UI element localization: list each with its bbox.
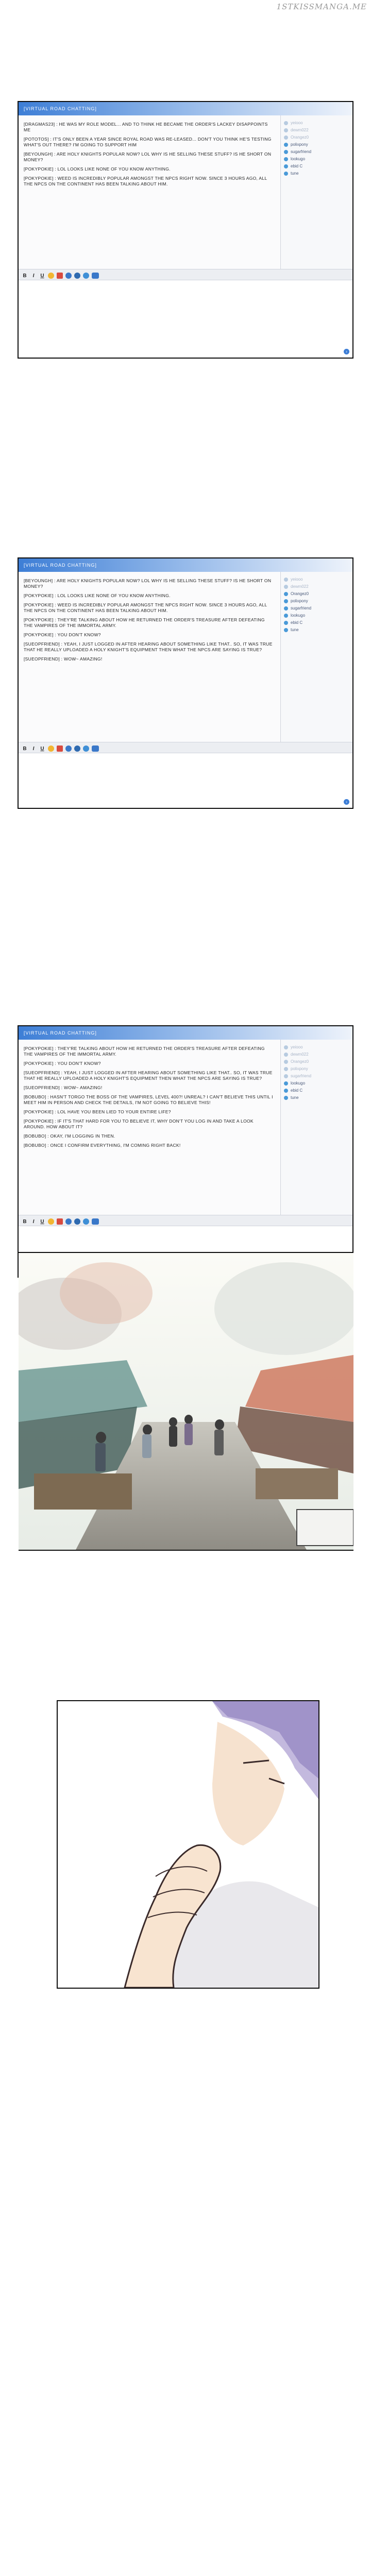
chat-message: [POKYPOKIE] : WEED IS INCREDIBLY POPULAR AMONGST THE NPCS RIGHT NOW. SINCE 3 HOURS AGO, ALL THE NPCS ON THE CONTINENT HAS BEEN TALKING ABOUT HIM. xyxy=(24,176,267,187)
user-list-item[interactable]: yeiooo xyxy=(284,1044,349,1051)
chat-bubble-icon[interactable] xyxy=(92,745,99,752)
send-icon[interactable]: › xyxy=(344,349,349,354)
message-input[interactable] xyxy=(19,753,352,808)
chat-bubble-icon[interactable] xyxy=(92,1218,99,1225)
globe-icon[interactable] xyxy=(65,273,72,279)
message-list[interactable] xyxy=(19,1040,280,1215)
chat-message: [BOBUBO] : ONCE I CONFIRM EVERYTHING, I'M COMING RIGHT BACK! xyxy=(24,1143,181,1148)
user-list-item[interactable]: ebid C xyxy=(284,1087,349,1094)
online-status-icon xyxy=(284,592,288,596)
online-status-icon xyxy=(284,585,288,589)
bold-button[interactable]: B xyxy=(23,1218,27,1225)
settings-icon[interactable] xyxy=(83,273,89,279)
chat-window-2 xyxy=(18,557,353,809)
color-picker-icon[interactable] xyxy=(57,1218,63,1225)
user-list-item[interactable]: polixpony xyxy=(284,141,349,148)
chat-message: [POKYPOKIE] : YOU DON'T KNOW? xyxy=(24,632,101,637)
chat-message: [DRAGMAS23] : HE WAS MY ROLE MODEL... AND TO THINK HE BECAME THE ORDER'S LACKEY DISAPPOINTS ME xyxy=(24,122,268,132)
user-list-item[interactable]: tune xyxy=(284,170,349,177)
online-status-icon xyxy=(284,1060,288,1064)
chat-message: [SUEOPFRIEND] : WOW~ AMAZING! xyxy=(24,656,103,662)
chat-message: [SUEOPFRIEND] : YEAH, I JUST LOGGED IN AFTER HEARING ABOUT SOMETHING LIKE THAT.. SO, IT WAS TRUE THAT HE REALLY UPLOADED A HOLY KNIGHT'S EQUIPMENT THEN WHAT THE NPCS ARE SAYING IS TRUE? xyxy=(24,1070,273,1081)
online-status-icon xyxy=(284,121,288,125)
online-status-icon xyxy=(284,1081,288,1086)
chat-title: [VIRTUAL ROAD CHATTING] xyxy=(24,1030,97,1036)
color-picker-icon[interactable] xyxy=(57,273,63,279)
user-list-item[interactable]: lookugo xyxy=(284,156,349,163)
online-status-icon xyxy=(284,143,288,147)
online-status-icon xyxy=(284,172,288,176)
chat-message: [POKYPOKIE] : WEED IS INCREDIBLY POPULAR AMONGST THE NPCS RIGHT NOW. SINCE 3 HOURS AGO, ALL THE NPCS ON THE CONTINENT HAS BEEN TALKING ABOUT HIM. xyxy=(24,602,267,613)
user-list-item[interactable]: yeiooo xyxy=(284,120,349,127)
online-status-icon xyxy=(284,621,288,625)
user-list-item[interactable]: dewm022 xyxy=(284,127,349,134)
bold-button[interactable]: B xyxy=(23,745,27,752)
user-list-item[interactable]: ebid C xyxy=(284,619,349,626)
online-status-icon xyxy=(284,157,288,161)
emoticon-icon[interactable] xyxy=(48,1218,54,1225)
user-list-item[interactable]: tune xyxy=(284,626,349,634)
user-list-item[interactable]: sugarfriend xyxy=(284,605,349,612)
bold-button[interactable]: B xyxy=(23,273,27,279)
chat-window-3 xyxy=(18,1025,353,1278)
online-status-icon xyxy=(284,128,288,132)
market-street-panel xyxy=(19,1252,353,1551)
image-icon[interactable] xyxy=(74,1218,80,1225)
chat-message: [POTOTOS] : IT'S ONLY BEEN A YEAR SINCE ROYAL ROAD WAS RE-LEASED... DON'T YOU THINK HE'S TESTING WHAT'S OUT THERE? I'M GOING TO SUPPORT HIM xyxy=(24,137,272,147)
chat-title-bar xyxy=(19,1026,352,1040)
italic-button[interactable]: I xyxy=(32,273,35,279)
online-status-icon xyxy=(284,1089,288,1093)
chat-message: [BOBUBO] : HASN'T TORGO THE BOSS OF THE VAMPIRES, LEVEL 400?! UNREAL? I CAN'T BELIEVE THIS UNTIL I MEET HIM IN PERSON AND CHECK THE DETAILS, I'M NOT GOING TO BELIEVE THIS! xyxy=(24,1094,273,1105)
user-list-item[interactable]: sugarfriend xyxy=(284,1073,349,1080)
settings-icon[interactable] xyxy=(83,1218,89,1225)
chat-message: [POKYPOKIE] : LOL LOOKS LIKE NONE OF YOU KNOW ANYTHING. xyxy=(24,593,171,598)
user-list-item[interactable]: Orangez0 xyxy=(284,590,349,598)
globe-icon[interactable] xyxy=(65,745,72,752)
underline-button[interactable]: U xyxy=(40,1218,44,1225)
underline-button[interactable]: U xyxy=(40,273,44,279)
message-list[interactable] xyxy=(19,572,280,742)
chat-message: [BOBUBO] : OKAY, I'M LOGGING IN THEN. xyxy=(24,1133,115,1139)
settings-icon[interactable] xyxy=(83,745,89,752)
online-status-icon xyxy=(284,164,288,168)
chat-window-1 xyxy=(18,101,353,359)
message-input[interactable] xyxy=(19,280,352,358)
send-icon[interactable]: › xyxy=(344,799,349,805)
user-list-item[interactable]: dewm022 xyxy=(284,583,349,590)
emoticon-icon[interactable] xyxy=(48,745,54,752)
market-street-illustration xyxy=(19,1252,353,1551)
user-list-item[interactable]: tune xyxy=(284,1094,349,1101)
color-picker-icon[interactable] xyxy=(57,745,63,752)
user-list xyxy=(280,1040,352,1215)
emoticon-icon[interactable] xyxy=(48,273,54,279)
italic-button[interactable]: I xyxy=(32,745,35,752)
online-status-icon xyxy=(284,1045,288,1049)
chat-bubble-icon[interactable] xyxy=(92,273,99,279)
user-list-item[interactable]: sugarfriend xyxy=(284,148,349,156)
globe-icon[interactable] xyxy=(65,1218,72,1225)
user-list-item[interactable]: lookugo xyxy=(284,1080,349,1087)
underline-button[interactable]: U xyxy=(40,745,44,752)
online-status-icon xyxy=(284,628,288,632)
chat-message: [BEYOUNGH] : ARE HOLY KNIGHTS POPULAR NOW? LOL WHY IS HE SELLING THESE STUFF? IS HE SHORT ON MONEY? xyxy=(24,578,272,589)
chat-title-bar xyxy=(19,558,352,572)
user-list-item[interactable]: ebid C xyxy=(284,163,349,170)
user-list-item[interactable]: Orangez0 xyxy=(284,134,349,141)
user-list xyxy=(280,115,352,269)
online-status-icon xyxy=(284,1096,288,1100)
chat-message: [SUEOPFRIEND] : WOW~ AMAZING! xyxy=(24,1085,103,1090)
chat-message: [BEYOUNGH] : ARE HOLY KNIGHTS POPULAR NOW? LOL WHY IS HE SELLING THESE STUFF? IS HE SHORT ON MONEY? xyxy=(24,151,272,162)
online-status-icon xyxy=(284,606,288,611)
chat-title: [VIRTUAL ROAD CHATTING] xyxy=(24,563,97,568)
image-icon[interactable] xyxy=(74,745,80,752)
user-list-item[interactable]: polixpony xyxy=(284,1065,349,1073)
online-status-icon xyxy=(284,1067,288,1071)
site-watermark: 1STKISSMANGA.ME xyxy=(276,2,367,11)
chat-message: [POKYPOKIE] : LOL LOOKS LIKE NONE OF YOU KNOW ANYTHING. xyxy=(24,166,171,172)
online-status-icon xyxy=(284,578,288,582)
chat-message: [POKYPOKIE] : THEY'RE TALKING ABOUT HOW HE RETURNED THE ORDER'S TREASURE AFTER DEFEATING THE VAMPIRES OF THE IMMORTAL ARMY. xyxy=(24,1046,265,1057)
online-status-icon xyxy=(284,150,288,154)
chat-message: [POKYPOKIE] : LOL HAVE YOU BEEN LIED TO YOUR ENTIRE LIFE? xyxy=(24,1109,171,1114)
online-status-icon xyxy=(284,599,288,603)
chat-title: [VIRTUAL ROAD CHATTING] xyxy=(24,106,97,111)
message-list[interactable] xyxy=(19,115,280,269)
character-closeup-illustration xyxy=(58,1701,318,1988)
user-list xyxy=(280,572,352,742)
user-list-item[interactable]: yeiooo xyxy=(284,576,349,583)
chat-message: [POKYPOKIE] : YOU DON'T KNOW? xyxy=(24,1061,101,1066)
chat-message: [POKYPOKIE] : THEY'RE TALKING ABOUT HOW HE RETURNED THE ORDER'S TREASURE AFTER DEFEATING THE VAMPIRES OF THE IMMORTAL ARMY. xyxy=(24,617,265,628)
chat-title-bar xyxy=(19,102,352,115)
user-list-item[interactable]: lookugo xyxy=(284,612,349,619)
italic-button[interactable]: I xyxy=(32,1218,35,1225)
online-status-icon xyxy=(284,1074,288,1078)
chat-message: [SUEOPFRIEND] : YEAH, I JUST LOGGED IN AFTER HEARING ABOUT SOMETHING LIKE THAT.. SO, IT WAS TRUE THAT HE REALLY UPLOADED A HOLY KNIGHT'S EQUIPMENT THEN WHAT THE NPCS ARE SAYING IS TRUE? xyxy=(24,641,273,652)
user-list-item[interactable]: Orangez0 xyxy=(284,1058,349,1065)
online-status-icon xyxy=(284,1053,288,1057)
character-closeup-panel xyxy=(57,1700,319,1989)
user-list-item[interactable]: polixpony xyxy=(284,598,349,605)
online-status-icon xyxy=(284,135,288,140)
chat-message: [POKYPOKIE] : IF IT'S THAT HARD FOR YOU TO BELIEVE IT, WHY DON'T YOU LOG IN AND TAKE A LOOK AROUND. HOW ABOUT IT? xyxy=(24,1118,254,1129)
image-icon[interactable] xyxy=(74,273,80,279)
online-status-icon xyxy=(284,614,288,618)
user-list-item[interactable]: dewm022 xyxy=(284,1051,349,1058)
